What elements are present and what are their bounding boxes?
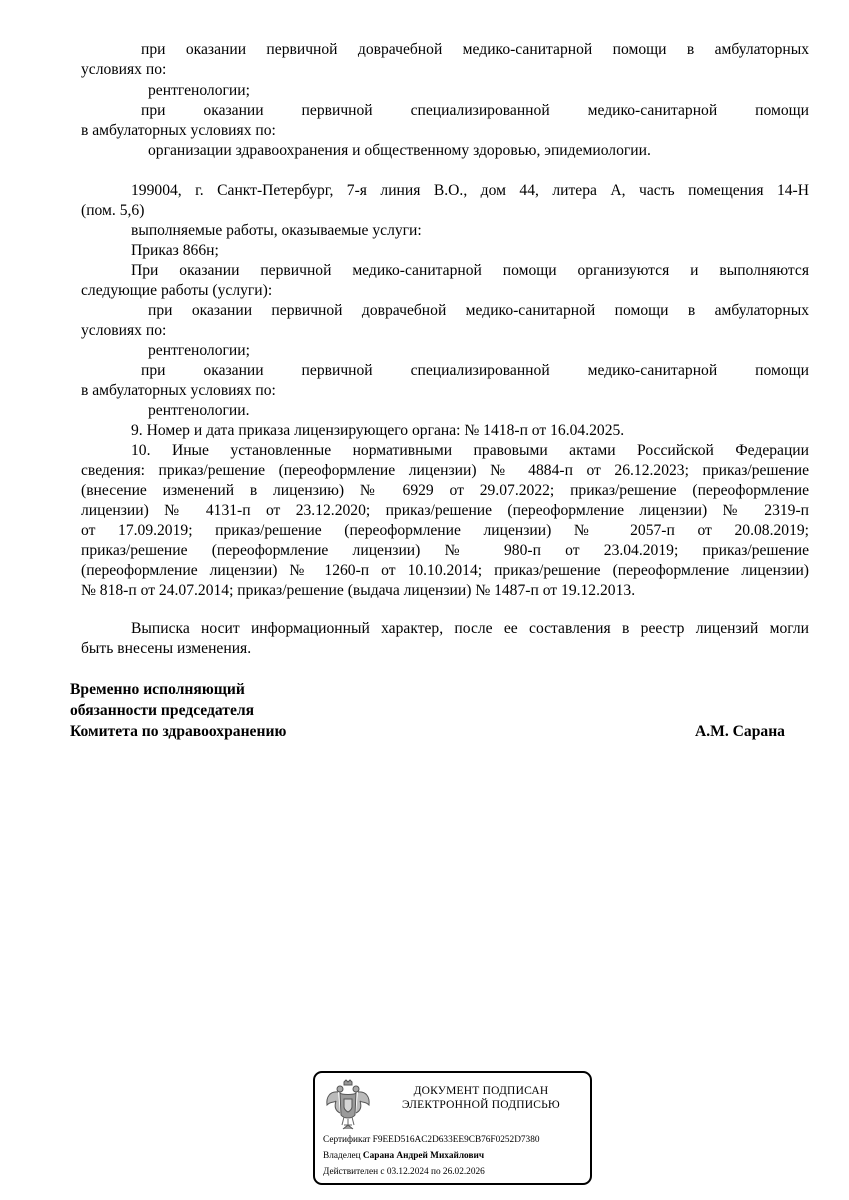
text-line: от 17.09.2019; приказ/решение (переоформление лицензии) № 2057-п от 20.08.2019; [81, 522, 809, 539]
address-line: 199004, г. Санкт-Петербург, 7-я линия В.О., дом 44, литера А, часть помещения 14-Н [131, 182, 809, 199]
address-line: (пом. 5,6) [81, 202, 145, 219]
e-signature-stamp [313, 1071, 592, 1185]
text-line: организации здравоохранения и общественному здоровью, эпидемиологии. [148, 142, 651, 159]
signatory-title: обязанности председателя [70, 702, 255, 719]
owner-value: Сарана Андрей Михайлович [362, 1151, 485, 1161]
text-line: выполняемые работы, оказываемые услуги: [131, 222, 422, 239]
signatory-title: Комитета по здравоохранению [70, 723, 287, 740]
stamp-owner [323, 1150, 484, 1162]
text-line: при оказании первичной доврачебной медико-санитарной помощи в амбулаторных [148, 302, 809, 319]
signatory-name: А.М. Сарана [695, 723, 785, 740]
stamp-certificate [323, 1134, 540, 1146]
text-line: при оказании первичной доврачебной медико-санитарной помощи в амбулаторных [141, 41, 809, 58]
stamp-header [381, 1084, 581, 1112]
text-line: условиях по: [81, 61, 167, 78]
text-line: следующие работы (услуги): [81, 282, 273, 299]
stamp-header-line: ДОКУМЕНТ ПОДПИСАН [413, 1085, 549, 1097]
text-line: № 818-п от 24.07.2014; приказ/решение (выдача лицензии) № 1487-п от 19.12.2013. [81, 582, 636, 599]
certificate-value: F9EED516AC2D633EE9CB76F0252D7380 [372, 1135, 540, 1145]
text-line: рентгенологии. [148, 402, 250, 419]
disclaimer-line: быть внесены изменения. [81, 640, 252, 657]
text-line: сведения: приказ/решение (переоформление лицензии) № 4884-п от 26.12.2023; приказ/решение [81, 462, 809, 479]
text-line: приказ/решение (переоформление лицензии) № 980-п от 23.04.2019; приказ/решение [81, 542, 809, 559]
text-line: при оказании первичной специализированной медико-санитарной помощи [141, 102, 809, 119]
text-line: в амбулаторных условиях по: [81, 122, 276, 139]
stamp-validity: Действителен с 03.12.2024 по 26.02.2026 [323, 1167, 485, 1177]
text-line: 10. Иные установленные нормативными правовыми актами Российской Федерации [131, 442, 809, 459]
text-line: в амбулаторных условиях по: [81, 382, 276, 399]
owner-label: Владелец [323, 1151, 361, 1161]
text-line: условиях по: [81, 322, 167, 339]
text-line: рентгенологии; [148, 342, 250, 359]
signatory-title: Временно исполняющий [70, 681, 245, 698]
disclaimer-line: Выписка носит информационный характер, после ее составления в реестр лицензий могли [131, 620, 809, 637]
coat-of-arms-icon [324, 1079, 372, 1131]
text-line: (переоформление лицензии) № 1260-п от 10.10.2014; приказ/решение (переоформление лицензии) [81, 562, 809, 579]
text-line: рентгенологии; [148, 82, 250, 99]
text-line: Приказ 866н; [131, 242, 219, 259]
order-number-line: 9. Номер и дата приказа лицензирующего органа: № 1418-п от 16.04.2025. [131, 422, 625, 439]
text-line: лицензии) № 4131-п от 23.12.2020; приказ/решение (переоформление лицензии) № 2319-п [81, 502, 809, 519]
stamp-header-line: ЭЛЕКТРОННОЙ ПОДПИСЬЮ [402, 1099, 560, 1111]
text-line: при оказании первичной специализированной медико-санитарной помощи [141, 362, 809, 379]
text-line: (внесение изменений в лицензию) № 6929 от 29.07.2022; приказ/решение (переоформление [81, 482, 809, 499]
text-line: При оказании первичной медико-санитарной помощи организуются и выполняются [131, 262, 809, 279]
certificate-label: Сертификат [323, 1135, 371, 1145]
